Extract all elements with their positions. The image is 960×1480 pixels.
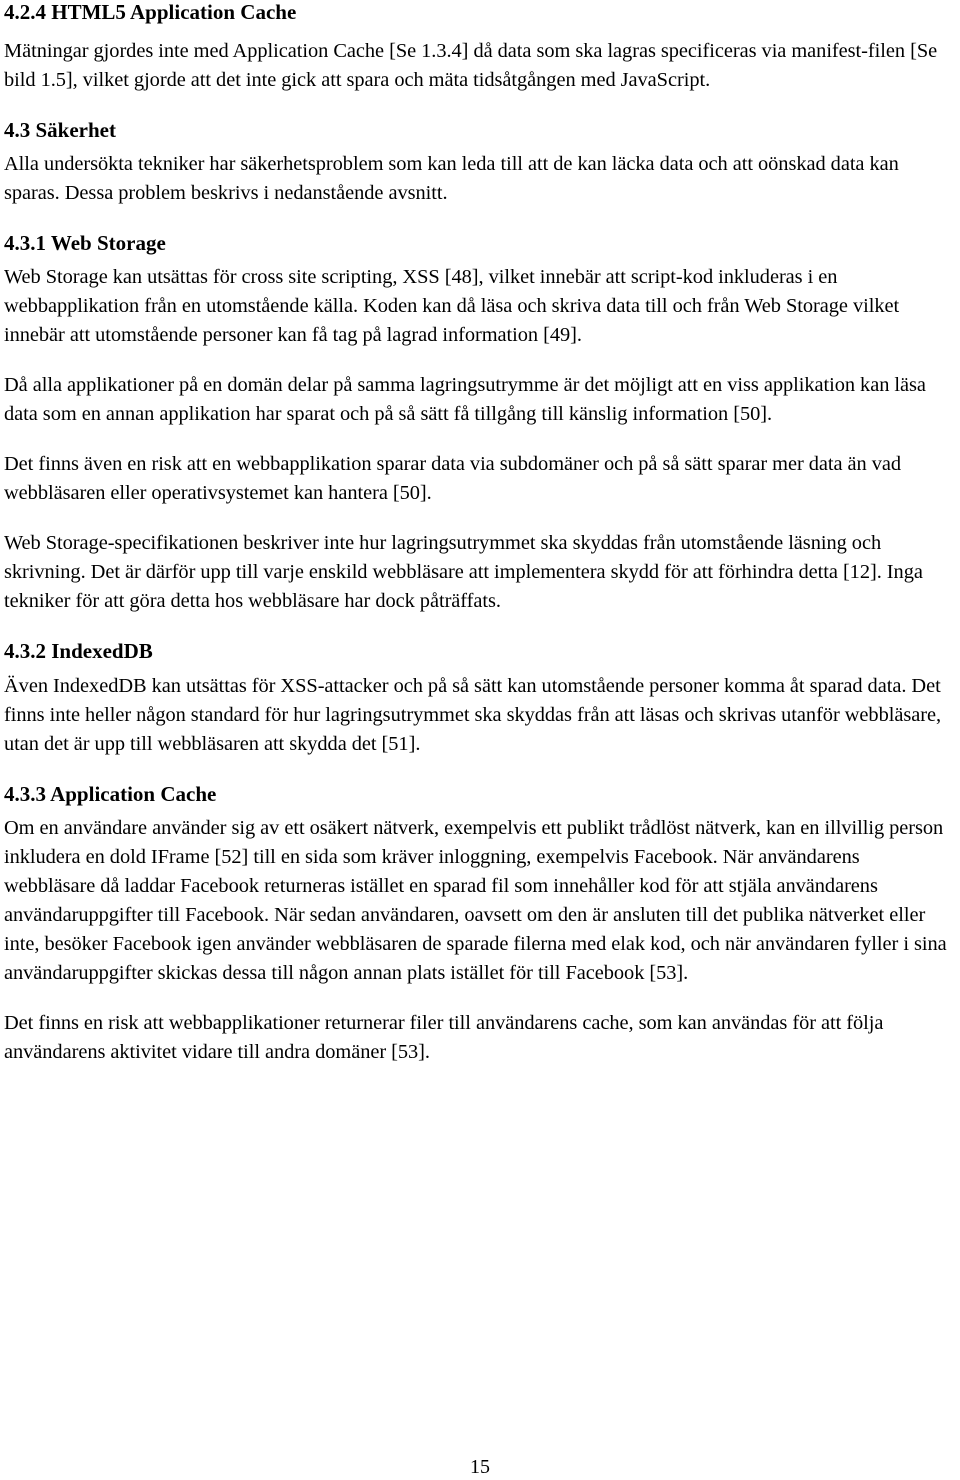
page-number: 15 <box>470 1456 490 1478</box>
section-4-2-4 <box>4 0 954 95</box>
subsection-heading: 4.3.1 Web Storage <box>4 231 166 255</box>
section-heading: 4.2.4 HTML5 Application Cache <box>4 0 297 24</box>
body-paragraph: Det finns en risk att webbapplikationer returnerar filer till användarens cache, som kan användas för att följa användarens aktivitet vidare till andra domäner [53]. <box>4 1012 884 1063</box>
body-paragraph: Mätningar gjordes inte med Application Cache [Se 1.3.4] då data som ska lagras specificeras via manifest-filen [Se bild 1.5], vilket gjorde att det inte gick att spara och mäta tidsåtgången med JavaScript. <box>4 40 938 91</box>
section-4-3-1 <box>4 229 954 616</box>
body-paragraph: Web Storage kan utsättas för cross site scripting, XSS [48], vilket innebär att script-kod inkluderas i en webbapplikation från en utomstående källa. Koden kan då läsa och skriva data till och från Web Storage vilket innebär att utomstående personer kan få tag på lagrad information [49]. <box>4 266 900 346</box>
section-4-3 <box>4 116 954 208</box>
subsection-heading: 4.3.3 Application Cache <box>4 782 217 806</box>
section-4-3-2 <box>4 637 954 759</box>
body-paragraph: Om en användare använder sig av ett osäkert nätverk, exempelvis ett publikt trådlöst nätverk, kan en illvillig person inkludera en dold IFrame [52] till en sida som kräver inloggning, exempelvis Facebook. När användarens webbläsare då laddar Facebook returneras istället en sparad fil som innehåller kod för att stjäla användarens användaruppgifter till Facebook. När sedan användaren, oavsett om den är ansluten till det publika nätverket eller inte, besöker Facebook igen använder webbläsaren de sparade filerna med elak kod, och när användaren fyller i sina användaruppgifter skickas dessa till någon annan plats istället för till Facebook [53]. <box>4 817 947 984</box>
body-paragraph: Även IndexedDB kan utsättas för XSS-attacker och på så sätt kan utomstående personer komma åt sparad data. Det finns inte heller någon standard för hur lagringsutrymmet ska skyddas från att läsas och skrivas utanför webbläsare, utan det är upp till webbläsaren att skydda det [51]. <box>4 675 941 755</box>
section-4-3-3 <box>4 780 954 1067</box>
subsection-heading: 4.3.2 IndexedDB <box>4 639 153 663</box>
body-paragraph: Det finns även en risk att en webbapplikation sparar data via subdomäner och på så sätt sparar mer data än vad webbläsaren eller operativsystemet kan hantera [50]. <box>4 453 902 504</box>
document-page <box>4 0 954 1067</box>
body-paragraph: Web Storage-specifikationen beskriver inte hur lagringsutrymmet ska skyddas från utomstående läsning och skrivning. Det är därför upp till varje enskild webbläsare att implementera skydd för att förhindra detta [12]. Inga tekniker för att göra detta hos webbläsare har dock påträffats. <box>4 532 923 612</box>
body-paragraph: Alla undersökta tekniker har säkerhetsproblem som kan leda till att de kan läcka data och att oönskad data kan sparas. Dessa problem beskrivs i nedanstående avsnitt. <box>4 153 899 204</box>
section-heading: 4.3 Säkerhet <box>4 118 116 142</box>
body-paragraph: Då alla applikationer på en domän delar på samma lagringsutrymme är det möjligt att en viss applikation kan läsa data som en annan applikation har sparat och på så sätt få tillgång till känslig information [50]. <box>4 374 926 425</box>
